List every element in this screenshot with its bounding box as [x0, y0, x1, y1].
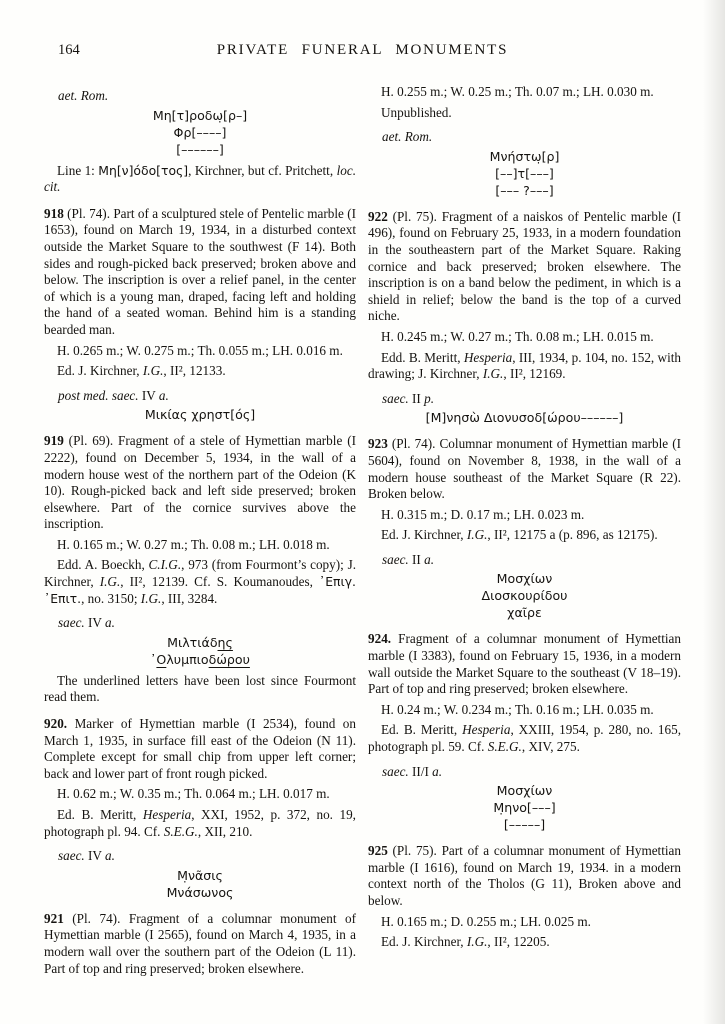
text-segment: saec.: [382, 390, 409, 406]
entry-924-description: [368, 631, 681, 697]
text-segment: [––––––]: [176, 141, 224, 157]
text-segment: [Μ]νησὼ Διονυσοδ[ώρου––––––]: [425, 410, 624, 426]
entry-922-greek-inscription: [368, 409, 681, 426]
text-segment: II/I: [408, 763, 433, 779]
text-segment: [––– ?–––]: [495, 182, 554, 198]
text-segment: saec.: [382, 551, 409, 567]
text-segment: The underlined letters have been lost since Fourmont read them.: [44, 672, 356, 705]
text-segment: H. 0.265 m.; W. 0.275 m.; Th. 0.055 m.; LH. 0.016 m.: [57, 342, 343, 358]
entry-920-citation: [44, 807, 356, 840]
entry-917-dimensions: [368, 84, 681, 101]
text-segment: 922: [368, 208, 388, 224]
greek-line: [44, 634, 356, 651]
text-segment: 919: [44, 433, 64, 449]
entry-919-description: [44, 433, 356, 533]
entry-920-greek-inscription: [44, 867, 356, 901]
entry-923-greek-inscription: [368, 570, 681, 621]
text-segment: Φρ[––––]: [173, 124, 227, 140]
entry-924-date-label: [368, 764, 681, 781]
greek-line: [368, 782, 681, 799]
text-segment: , XII, 210.: [197, 823, 253, 839]
text-segment: , II², 12133.: [163, 363, 226, 379]
text-segment: a.: [432, 763, 443, 779]
greek-line: [44, 141, 356, 158]
entry-920-date-label: [44, 848, 356, 865]
text-segment: H. 0.315 m.; D. 0.17 m.; LH. 0.023 m.: [381, 506, 585, 522]
text-segment: H. 0.245 m.; W. 0.27 m.; Th. 0.08 m.; LH. 0.015 m.: [381, 328, 654, 344]
text-segment: Μικίας χρηστ[ός]: [144, 407, 256, 423]
text-segment: I.G.: [142, 363, 164, 379]
entry-919-citation: [44, 557, 356, 607]
entry-920-dimensions: [44, 786, 356, 803]
text-segment: Edd. A. Boeckh,: [57, 557, 149, 573]
entry-920-description: [44, 716, 356, 782]
greek-line: [368, 148, 681, 165]
text-segment: , II², 12169.: [503, 366, 566, 382]
text-segment: C.I.G.: [148, 557, 182, 573]
text-segment: H. 0.255 m.; W. 0.25 m.; Th. 0.07 m.; LH. 0.030 m.: [381, 84, 654, 99]
text-segment: , III, 3284.: [161, 590, 218, 606]
text-segment: 921: [44, 910, 64, 926]
greek-line: [44, 124, 356, 141]
text-segment: (Pl. 75). Part of a columnar monument of Hymettian marble (I 1616), found on March 19, 1934. in a modern context north of the Tholos (G 11), Broken above and below.: [368, 843, 681, 908]
text-segment: , XXI, 1952, p. 372, no. 19, photograph pl. 94. Cf.: [44, 807, 356, 839]
page-header: [44, 42, 681, 62]
text-segment: Ed. J. Kirchner,: [381, 934, 467, 950]
text-segment: a.: [158, 387, 169, 403]
text-segment: Edd. B. Meritt,: [381, 349, 464, 365]
right-column: [368, 80, 681, 951]
text-segment: a.: [105, 848, 115, 864]
text-segment: Μ̣ηνο[–––]: [493, 800, 556, 816]
text-segment: (Pl. 75). Fragment of a naiskos of Pentelic marble (I 496), found on February 25, 1933, in a modern foundation in the southeastern part of the Market Square. Raking cornice and back preserved; broken elsewhere. The inscription is on a band below the pediment, in which is a shield in relief; below the band is the top of a curved niche.: [368, 208, 681, 324]
text-segment: Ed. J. Kirchner,: [381, 527, 467, 543]
text-segment: ης: [217, 634, 233, 650]
text-segment: δώρου: [208, 651, 250, 667]
text-segment: Μη[ν]όδο[τος]: [98, 162, 189, 178]
text-segment: p.: [424, 390, 435, 406]
entry-918-greek-inscription: [44, 406, 356, 423]
text-segment: (Pl. 74). Part of a sculptured stele of Pentelic marble (I 1653), found on March 19, 1934, in a disturbed context outside the Market Square to the southwest (F 14). Both sides and rough-picked back preserved; broken above and below. The inscription is over a relief panel, in the center of which is a young man, draped, facing left and holding the hand of a seated woman. Behind him is a standing bearded man.: [44, 205, 356, 337]
text-segment: H. 0.62 m.; W. 0.35 m.; Th. 0.064 m.; LH. 0.017 m.: [57, 786, 330, 802]
entry-923-dimensions: [368, 507, 681, 524]
text-segment: , 973 (from Fourmont’s copy); J. Kirchner,: [44, 557, 356, 590]
text-segment: Μη[τ]ροδω̣[ρ–]: [152, 107, 248, 123]
text-segment: Line 1:: [57, 162, 99, 178]
text-segment: aet. Rom.: [58, 88, 109, 103]
text-segment: Μιλτιάδ: [167, 634, 218, 650]
greek-line: [44, 884, 356, 901]
text-segment: Μοσχίων: [496, 783, 553, 799]
text-segment: , no. 3150;: [81, 590, 141, 606]
text-segment: Ο: [156, 651, 167, 667]
greek-line: [44, 107, 356, 124]
text-segment: ᾿Επιγ. ᾿Επιτ.: [44, 574, 356, 606]
date-label-aet-rom: [44, 88, 356, 105]
entry-917-greek-inscription: [368, 148, 681, 199]
entry-922-description: [368, 209, 681, 325]
text-segment: Hesperia: [462, 722, 511, 738]
entry-921-description: [44, 911, 356, 977]
text-segment: S.E.G.: [487, 739, 522, 755]
entry-922-dimensions: [368, 329, 681, 346]
text-segment: Μοσχίων: [496, 571, 553, 587]
text-segment: , II², 12175 a (p. 896, as 12175).: [487, 527, 658, 543]
text-segment: 920.: [44, 716, 68, 732]
greek-line: [368, 604, 681, 621]
text-segment: , Kirchner, but cf. Pritchett,: [188, 162, 337, 178]
text-segment: Μνάσωνος: [166, 884, 234, 900]
text-segment: Fragment of a columnar monument of Hymettian marble (I 3383), found on February 15, 1936, in a modern wall outside the Market Square to the southeast (V 18–19). Part of top and ring preserved; broken elsewhere.: [368, 631, 681, 697]
text-segment: Ed. B. Meritt,: [381, 722, 463, 738]
entry-922-date-label: [368, 391, 681, 408]
text-segment: H. 0.165 m.; W. 0.27 m.; Th. 0.08 m.; LH. 0.018 m.: [57, 536, 330, 552]
text-segment: [–––––]: [503, 817, 546, 833]
text-segment: S.E.G.: [163, 823, 198, 839]
text-segment: a.: [105, 615, 115, 631]
entry-919-dimensions: [44, 537, 356, 554]
greek-line: [368, 799, 681, 816]
text-segment: , II², 12205.: [487, 934, 550, 950]
entry-924-greek-inscription: [368, 782, 681, 833]
text-segment: H. 0.165 m.; D. 0.255 m.; LH. 0.025 m.: [381, 913, 591, 929]
text-segment: I.G.: [99, 574, 121, 590]
text-segment: 918: [44, 205, 64, 221]
entry-918-dimensions: [44, 343, 356, 360]
text-segment: saec.: [382, 763, 409, 779]
text-segment: Hesperia: [142, 807, 192, 822]
text-segment: loc. cit.: [44, 162, 356, 195]
text-segment: post med. saec.: [58, 387, 139, 403]
note-line1-reading: [44, 163, 356, 196]
entry-925-dimensions: [368, 914, 681, 931]
entry-918-date-label: [44, 388, 356, 405]
greek-line: [368, 182, 681, 199]
text-segment: II: [408, 551, 425, 567]
text-segment: saec.: [58, 615, 85, 631]
greek-line: [44, 651, 356, 668]
text-segment: IV: [84, 615, 106, 631]
entry-924-citation: [368, 722, 681, 755]
entry-923-citation: [368, 527, 681, 544]
text-segment: Διοσκουρίδου: [481, 588, 568, 604]
text-segment: [––]τ[–––]: [495, 165, 554, 181]
text-segment: I.G.: [466, 527, 488, 543]
entry-922-citation: [368, 350, 681, 383]
entry-918-citation: [44, 363, 356, 380]
text-segment: H. 0.24 m.; W. 0.234 m.; Th. 0.16 m.; LH. 0.035 m.: [381, 701, 654, 717]
entry-919-greek-inscription: [44, 634, 356, 668]
entry-924-dimensions: [368, 702, 681, 719]
text-segment: Unpublished.: [381, 104, 452, 120]
page-number: 164: [58, 42, 80, 58]
text-segment: ᾿: [150, 651, 157, 667]
text-segment: , III, 1934, p. 104, no. 152, with drawing; J. Kirchner,: [368, 349, 681, 382]
text-segment: I.G.: [482, 366, 504, 382]
entry-917-date-label: [368, 129, 681, 146]
greek-inscription-metrodor: [44, 107, 356, 158]
page-title: PRIVATE FUNERAL MONUMENTS: [216, 42, 509, 58]
text-segment: Ed. B. Meritt,: [57, 807, 143, 822]
entry-925-description: [368, 843, 681, 909]
text-segment: (Pl. 69). Fragment of a stele of Hymettian marble (I 2222), found on December 5, 1934, in the wall of a modern house west of the northern part of the Odeion (K 10). Rough-picked back and left side preserved; broken elsewhere. Part of the cornice survives above the inscription.: [44, 433, 356, 532]
text-segment: (Pl. 74). Columnar monument of Hymettian marble (I 5604), found on November 8, 1938, in the wall of a modern house southeast of the Market Square (R 22). Broken below.: [368, 436, 681, 502]
entry-917-publication-status: [368, 105, 681, 122]
text-segment: Μνήστω̣[ρ]: [489, 148, 560, 164]
greek-line: [368, 409, 681, 426]
text-segment: IV: [138, 387, 159, 403]
greek-line: [368, 587, 681, 604]
left-column: [44, 80, 356, 977]
text-segment: χαῖρε: [507, 605, 542, 621]
text-segment: Marker of Hymettian marble (I 2534), found on March 1, 1935, in surface fill east of the Odeion (N 11). Complete except for small chip from upper left corner; back and lower part of front rough picked.: [44, 716, 356, 781]
text-segment: Hesperia: [463, 349, 513, 365]
text-segment: 923: [368, 436, 388, 452]
greek-line: [368, 165, 681, 182]
greek-line: [44, 867, 356, 884]
text-segment: Μ̣νᾶσις: [177, 867, 223, 883]
greek-line: [44, 406, 356, 423]
entry-923-date-label: [368, 552, 681, 569]
text-segment: II: [408, 390, 425, 406]
text-segment: I.G.: [466, 934, 488, 950]
text-segment: , XXIII, 1954, p. 280, no. 165, photograph pl. 59. Cf.: [368, 722, 681, 755]
text-segment: aet. Rom.: [382, 129, 433, 145]
greek-line: [368, 570, 681, 587]
text-segment: Ed. J. Kirchner,: [57, 363, 143, 379]
text-segment: I.G.: [140, 590, 162, 606]
text-segment: λυμπιο: [166, 651, 209, 667]
entry-919-note: [44, 673, 356, 706]
text-segment: saec.: [58, 848, 85, 864]
entry-923-description: [368, 436, 681, 502]
text-segment: , II², 12139. Cf. S. Koumanoudes,: [120, 574, 320, 590]
entry-919-date-label: [44, 615, 356, 632]
text-segment: 924.: [368, 631, 392, 647]
text-segment: (Pl. 74). Fragment of a columnar monument of Hymettian marble (I 2565), found on March 4, 1935, in a modern wall over the southern part of the Odeion (L 11). Part of top and ring preserved; broken elsewhere.: [44, 910, 356, 976]
text-segment: a.: [424, 551, 435, 567]
text-segment: IV: [84, 848, 106, 864]
entry-925-citation: [368, 934, 681, 951]
text-segment: , XIV, 275.: [521, 739, 580, 755]
greek-line: [368, 816, 681, 833]
text-segment: 925: [368, 843, 388, 859]
entry-918-description: [44, 206, 356, 339]
